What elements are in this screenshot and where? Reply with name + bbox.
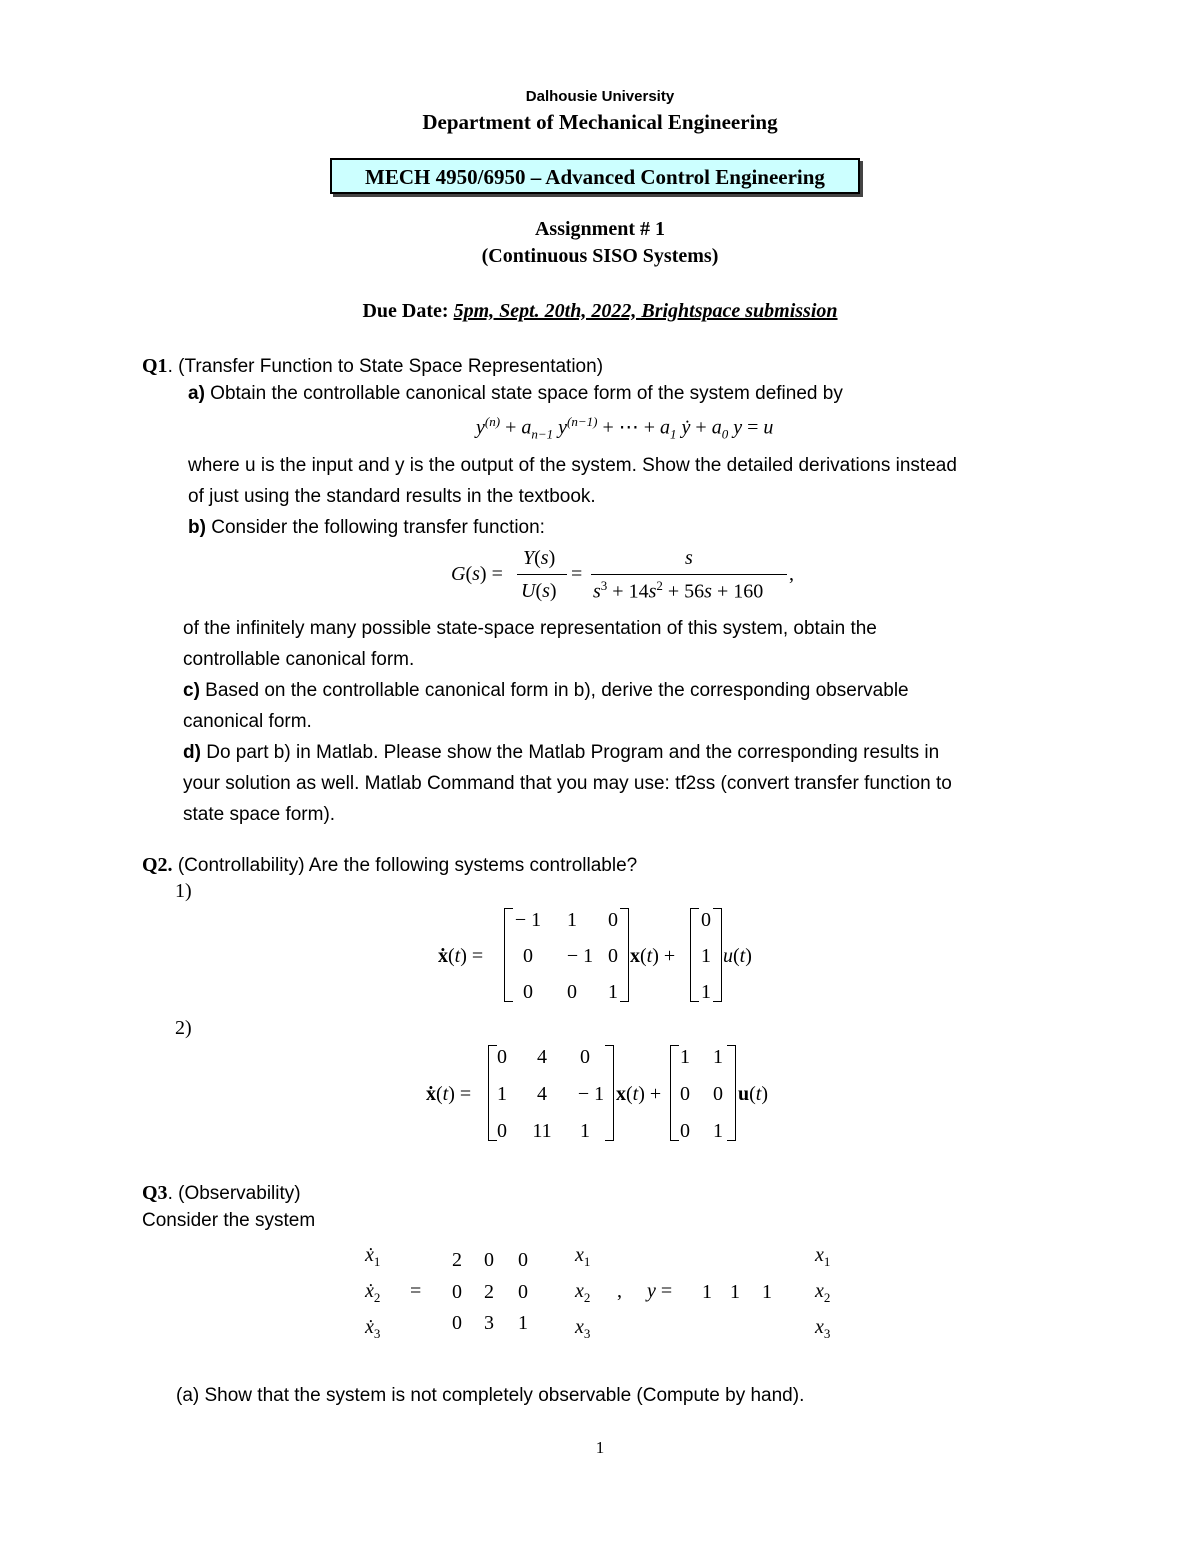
q3-a-cell: 0 (452, 1312, 462, 1334)
q2-item-2-label: 2) (175, 1017, 192, 1039)
q1a-after-1: where u is the input and y is the output of the system. Show the detailed derivations instead (188, 455, 957, 476)
due-date (0, 300, 1200, 323)
q3-intro: Consider the system (142, 1210, 316, 1231)
transfer-function: G(s) = Y(s) U(s) = s $s^3 + 14s^2 + 56s + 160$ , (451, 547, 794, 603)
q2-heading (142, 850, 637, 881)
a1-cell: − 1 (514, 909, 542, 931)
q1c-label: c) (183, 680, 200, 701)
q3-system: ẋ$_1$ ẋ$_2$ ẋ$_3$ = 2 0 0 0 2 0 0 3 1 $x_1$ $x_2$ $x_3$ , y = 1 1 1 $x_1$ $x_2$ $x_3$ (365, 1244, 831, 1341)
a2-cell: 1 (497, 1083, 507, 1105)
university-name: Dalhousie University (525, 88, 675, 105)
q1a-label: a) (188, 383, 205, 404)
q1d-text-3: state space form). (183, 804, 336, 825)
a2-cell: − 1 (577, 1083, 605, 1105)
q3-a-cell: 3 (484, 1312, 494, 1334)
q1a-text (188, 378, 843, 409)
a2-cell: 0 (497, 1120, 507, 1142)
a1-cell: 0 (608, 909, 618, 931)
q2-system-1: ẋ(t) = − 1 1 0 0 − 1 0 0 0 1 x(t) + 0 1 1 u(t) (438, 909, 752, 1003)
page-number: 1 (595, 1438, 605, 1457)
a2-cell: 11 (532, 1120, 552, 1142)
assignment-title: Assignment # 1 (534, 218, 665, 240)
assignment-subtitle: (Continuous SISO Systems) (481, 245, 719, 267)
q1d-label: d) (183, 742, 201, 763)
q3-a-cell: 1 (518, 1312, 528, 1334)
b2-cell: 0 (713, 1083, 723, 1105)
due-date-value: 5pm, Sept. 20th, 2022, Brightspace submission (453, 300, 838, 322)
q1c-body: Based on the controllable canonical form in b), derive the corresponding observable (199, 680, 909, 701)
b1-cell: 0 (701, 909, 711, 931)
q1c-text (183, 675, 909, 706)
a2-cell: 0 (580, 1046, 590, 1068)
b2-cell: 0 (680, 1083, 690, 1105)
q1b-body: Consider the following transfer function: (205, 517, 545, 538)
q3-title: . (Observability) (167, 1183, 301, 1204)
q1d-body: Do part b) in Matlab. Please show the Matlab Program and the corresponding results in (200, 742, 940, 763)
a2-cell: 4 (537, 1046, 547, 1068)
b2-cell: 1 (713, 1046, 723, 1068)
q1b-label: b) (188, 517, 206, 538)
a1-cell: 0 (567, 981, 577, 1003)
q1b-after-2: controllable canonical form. (183, 649, 415, 670)
b1-cell: 1 (701, 945, 711, 967)
a2-cell: 1 (580, 1120, 590, 1142)
course-title: MECH 4950/6950 – Advanced Control Engineering (365, 165, 825, 189)
q3-a-cell: 0 (518, 1249, 528, 1271)
b2-cell: 1 (713, 1120, 723, 1142)
q3-a-cell: 0 (518, 1281, 528, 1303)
q1a-after-2: of just using the standard results in the textbook. (188, 486, 596, 507)
a1-cell: 0 (608, 945, 618, 967)
q3-c-cell: 1 (730, 1281, 740, 1303)
a1-cell: 0 (523, 981, 533, 1003)
q1b-after-1: of the infinitely many possible state-space representation of this system, obtain the (183, 618, 877, 639)
a2-cell: 0 (497, 1046, 507, 1068)
q1c-text-2: canonical form. (183, 711, 312, 732)
a1-cell: − 1 (566, 945, 594, 967)
q3-c-cell: 1 (762, 1281, 772, 1303)
department-name: Department of Mechanical Engineering (422, 110, 778, 134)
q3-a-cell: 2 (452, 1249, 462, 1271)
a1-cell: 1 (608, 981, 618, 1003)
b1-cell: 1 (701, 981, 711, 1003)
q3-c-cell: 1 (702, 1281, 712, 1303)
q2-system-2: ẋ(t) = 0 4 0 1 4 − 1 0 11 1 x(t) + 1 1 0 0 0 1 u(t) (426, 1046, 769, 1142)
q1d-text (183, 737, 939, 768)
q3-a-cell: 0 (452, 1281, 462, 1303)
q1-title: . (Transfer Function to State Space Representation) (167, 356, 604, 377)
q2-label: Q2. (142, 854, 173, 876)
q3-part-a: (a) Show that the system is not completely observable (Compute by hand). (176, 1385, 805, 1406)
q1b-text (188, 512, 545, 543)
b2-cell: 0 (680, 1120, 690, 1142)
a2-cell: 4 (537, 1083, 547, 1105)
q2-title: (Controllability) Are the following systems controllable? (172, 855, 638, 876)
q2-item-1-label: 1) (175, 880, 192, 902)
due-date-label: Due Date: (362, 300, 449, 322)
q1d-text-2: your solution as well. Matlab Command that you may use: tf2ss (convert transfer function to (183, 773, 952, 794)
q1a-equation: $y^{(n)} + a_{n-1}$ $y^{(n-1)}$ + ⋯ + $a_1$ ẏ + $a_0$ y = u (476, 414, 774, 442)
q3-a-cell: 0 (484, 1249, 494, 1271)
q1-label: Q1 (142, 355, 168, 377)
a1-cell: 1 (567, 909, 577, 931)
a1-cell: 0 (523, 945, 533, 967)
q3-a-cell: 2 (484, 1281, 494, 1303)
q3-label: Q3 (142, 1182, 168, 1204)
b2-cell: 1 (680, 1046, 690, 1068)
q1a-body: Obtain the controllable canonical state space form of the system defined by (204, 383, 843, 404)
course-title-box (330, 158, 860, 194)
